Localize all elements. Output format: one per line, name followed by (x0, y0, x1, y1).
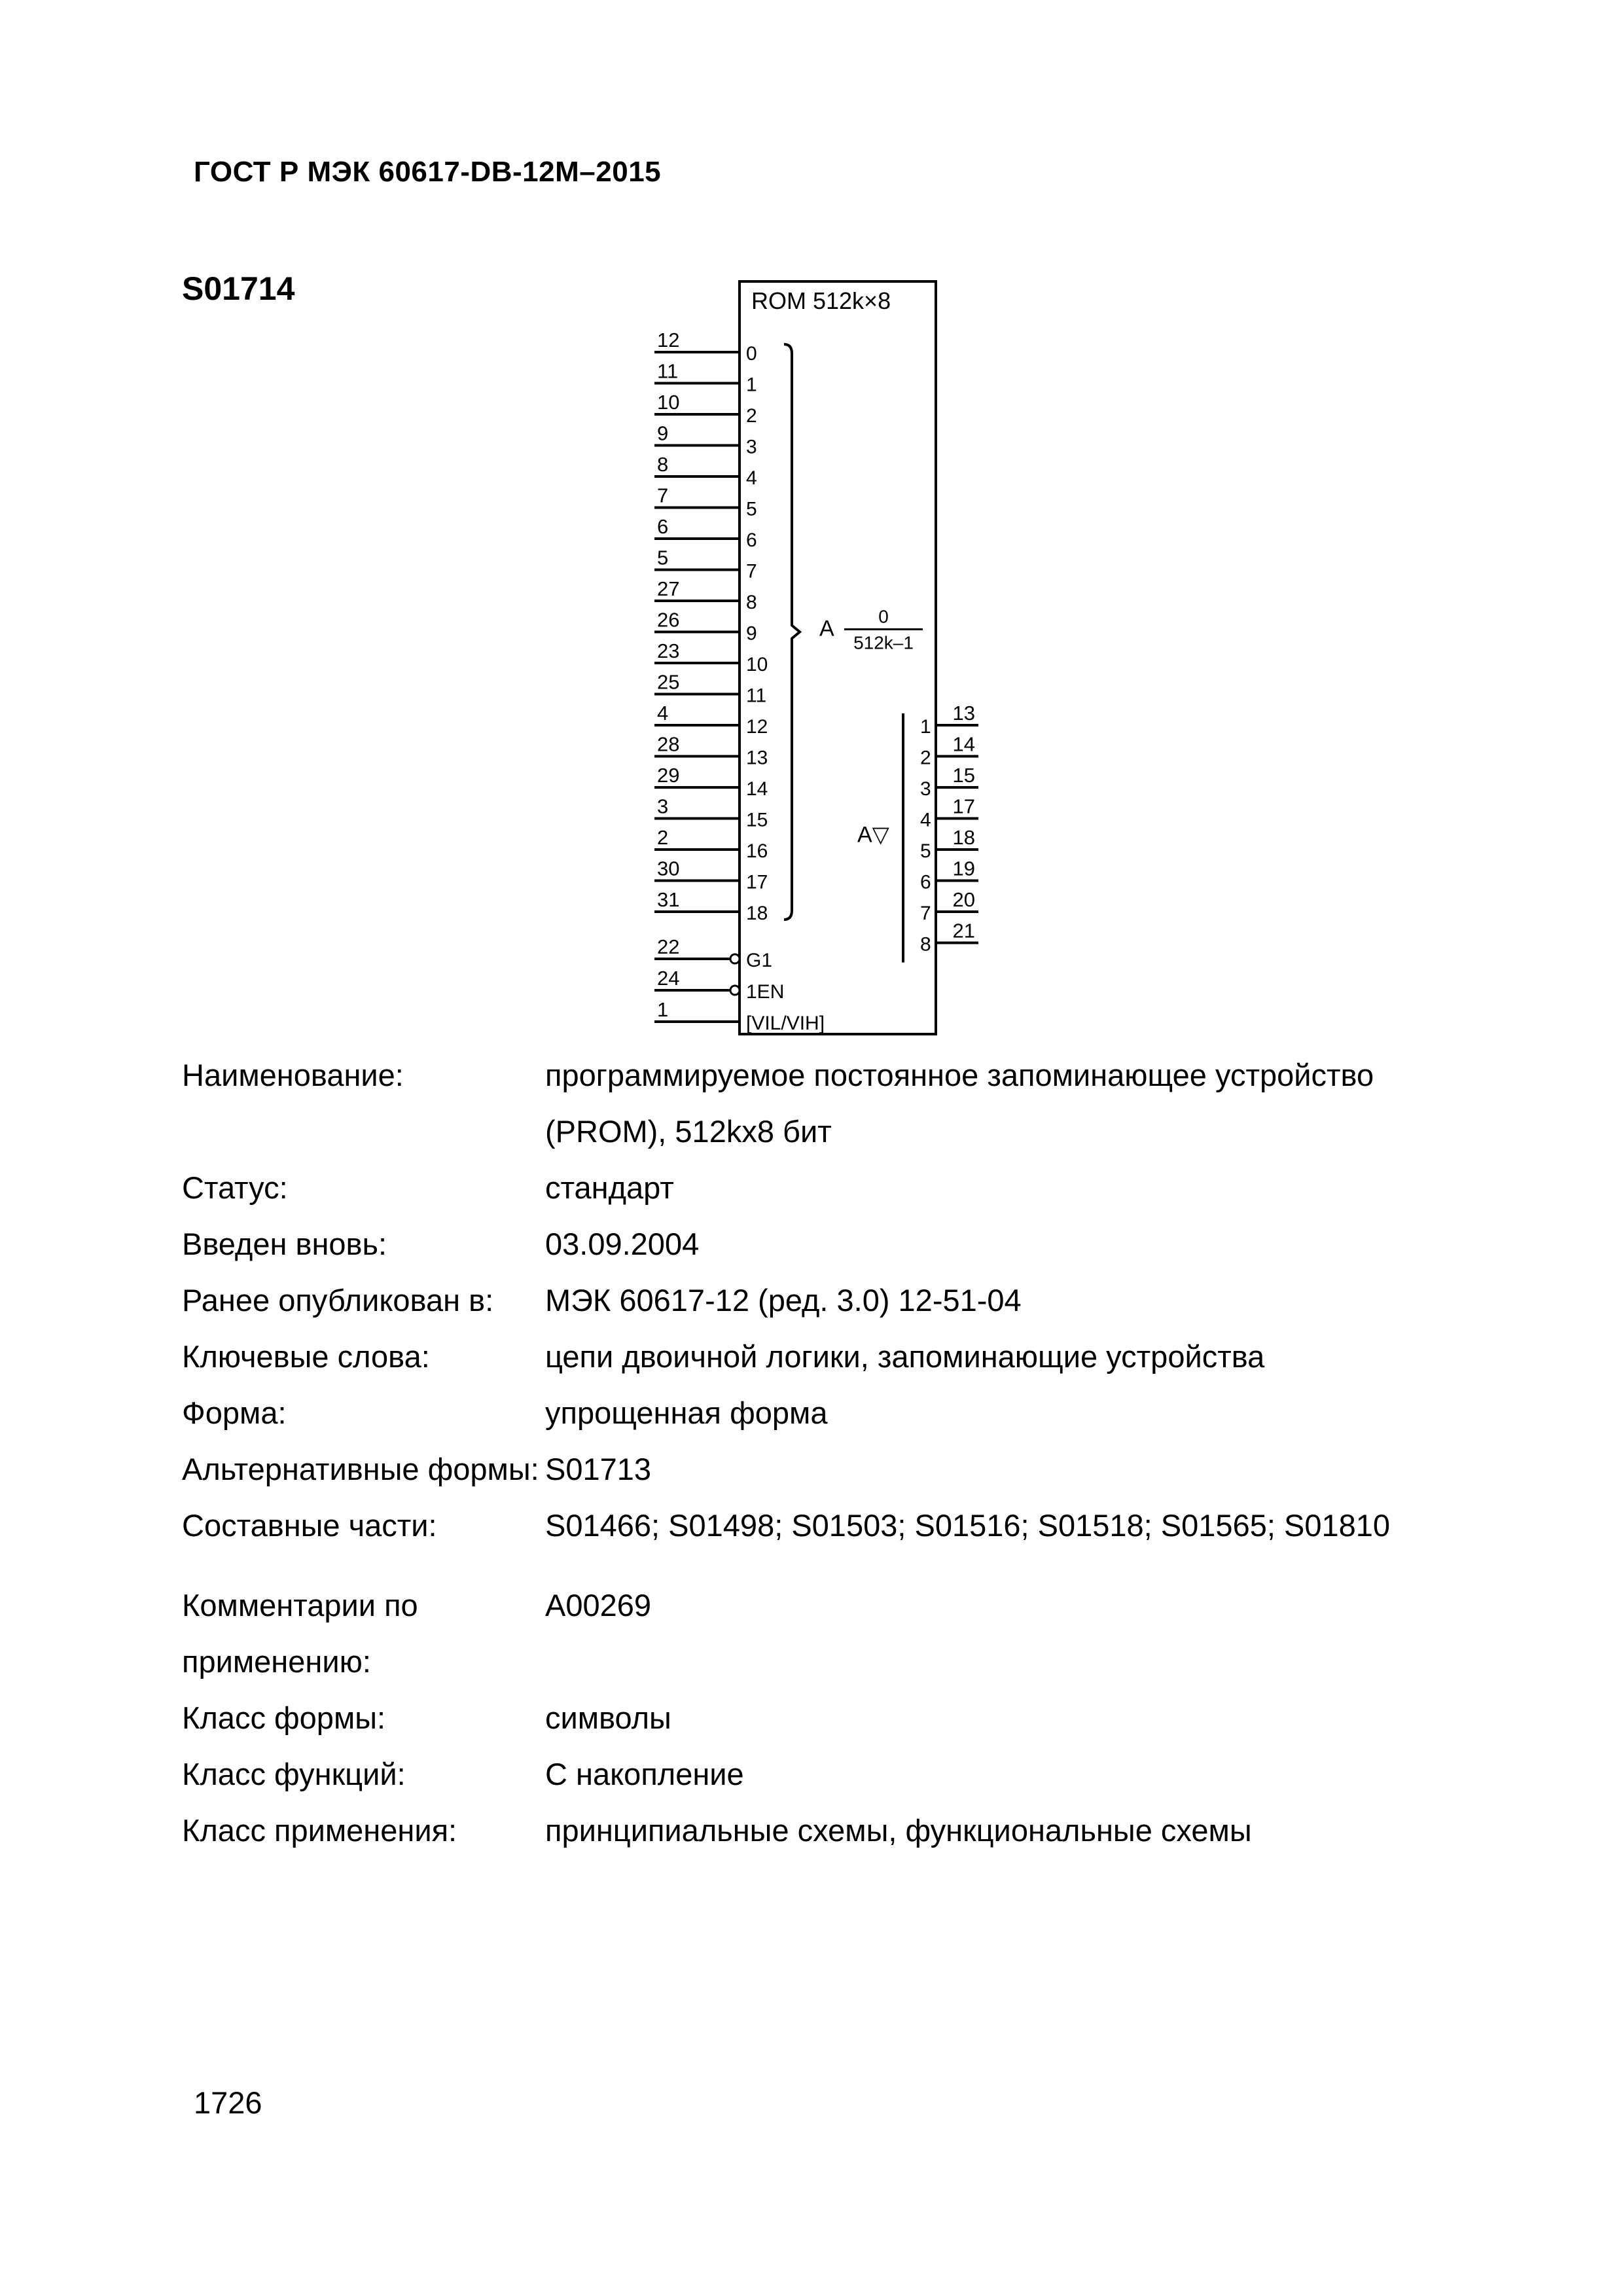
rom-symbol-diagram (628, 262, 995, 1073)
output-bit-index: 8 (920, 933, 931, 956)
rom-block-outline (740, 281, 936, 1034)
control-input-label: [VIL/VIH] (746, 1013, 825, 1034)
control-pin-number: 24 (657, 967, 680, 990)
address-pin-number: 31 (657, 888, 680, 911)
property-row (182, 1441, 1491, 1498)
address-bit-index: 7 (746, 560, 757, 583)
address-bit-index: 12 (746, 716, 768, 738)
output-bit-index: 5 (920, 840, 931, 862)
address-bit-index: 11 (746, 685, 767, 707)
property-label: Статус: (182, 1170, 288, 1205)
symbol-id: S01714 (182, 270, 295, 307)
property-label: Класс применения: (182, 1813, 457, 1848)
address-bit-index: 17 (746, 871, 768, 893)
property-row (182, 1746, 1491, 1803)
property-label: Введен вновь: (182, 1227, 387, 1261)
property-row (182, 1498, 1491, 1554)
control-pin-number: 22 (657, 935, 680, 958)
address-range-top: 0 (878, 606, 889, 627)
address-bit-index: 5 (746, 498, 757, 520)
address-pin-number: 7 (657, 484, 669, 507)
address-pin-number: 4 (657, 702, 669, 725)
page-number: 1726 (194, 2085, 262, 2120)
property-value: символы (545, 1700, 671, 1735)
address-pin-number: 3 (657, 795, 669, 818)
property-row (182, 1047, 1491, 1160)
property-label: Наименование: (182, 1058, 404, 1092)
output-bit-index: 6 (920, 871, 931, 893)
output-pin-number: 21 (952, 919, 975, 942)
property-label: Комментарии по применению: (182, 1588, 418, 1679)
control-input-label: G1 (746, 950, 773, 971)
rom-block-title: ROM 512k×8 (751, 287, 891, 314)
address-bit-index: 16 (746, 840, 768, 862)
address-bit-index: 2 (746, 405, 757, 427)
address-bit-index: 6 (746, 529, 757, 551)
output-bit-index: 1 (920, 716, 931, 738)
control-input-label: 1EN (746, 981, 785, 1003)
properties-table (182, 1047, 1491, 1859)
property-value: упрощенная форма (545, 1395, 828, 1430)
output-bit-index: 3 (920, 778, 931, 800)
address-bit-index: 13 (746, 747, 768, 769)
address-pin-number: 25 (657, 670, 680, 694)
property-value: МЭК 60617-12 (ред. 3.0) 12-51-04 (545, 1283, 1022, 1318)
property-value: 03.09.2004 (545, 1227, 700, 1261)
property-row (182, 1690, 1491, 1746)
output-pin-number: 17 (952, 795, 975, 818)
output-pin-number: 19 (952, 857, 975, 880)
property-value: S01466; S01498; S01503; S01516; S01518; S01565; S01810 (545, 1508, 1391, 1543)
address-bit-index: 0 (746, 343, 757, 365)
property-row (182, 1272, 1491, 1329)
property-label: Ранее опубликован в: (182, 1283, 494, 1318)
address-bit-index: 4 (746, 467, 757, 489)
output-pin-number: 18 (952, 826, 975, 849)
output-label: A▽ (857, 822, 889, 848)
address-bit-index: 8 (746, 592, 757, 613)
address-pin-number: 9 (657, 422, 669, 445)
property-value: принципиальные схемы, функциональные схемы (545, 1813, 1252, 1848)
address-bit-index: 18 (746, 903, 768, 924)
property-value: S01713 (545, 1452, 652, 1486)
address-pin-number: 12 (657, 329, 680, 351)
address-bit-index: 14 (746, 778, 768, 800)
address-bit-index: 3 (746, 436, 757, 458)
property-value: программируемое постоянное запоминающее устройство (PROM), 512kx8 бит (545, 1058, 1374, 1149)
property-label: Форма: (182, 1395, 287, 1430)
property-label: Класс формы: (182, 1700, 386, 1735)
address-pin-number: 11 (657, 359, 679, 383)
address-pin-number: 28 (657, 732, 680, 756)
property-row (182, 1216, 1491, 1272)
property-label: Ключевые слова: (182, 1339, 430, 1374)
property-label: Альтернативные формы: (182, 1452, 539, 1486)
output-pin-number: 14 (952, 732, 975, 756)
negation-circle (730, 986, 740, 995)
property-label: Составные части: (182, 1508, 437, 1543)
property-value: С накопление (545, 1757, 744, 1791)
address-bit-index: 1 (746, 374, 757, 396)
property-row (182, 1385, 1491, 1441)
property-value: цепи двоичной логики, запоминающие устройства (545, 1339, 1265, 1374)
address-group-brace (784, 344, 800, 920)
address-bit-index: 10 (746, 654, 768, 675)
output-bit-index: 2 (920, 747, 931, 769)
address-pin-number: 2 (657, 826, 669, 849)
property-row (182, 1329, 1491, 1385)
rom-symbol-svg (628, 262, 995, 1073)
address-pin-number: 10 (657, 391, 680, 414)
address-pin-number: 8 (657, 453, 669, 476)
control-pin-number: 1 (657, 998, 669, 1021)
property-row (182, 1803, 1491, 1859)
address-label: A (819, 616, 834, 641)
property-row (182, 1577, 1491, 1690)
output-pin-number: 13 (952, 702, 975, 725)
address-pin-number: 29 (657, 764, 680, 787)
address-pin-number: 26 (657, 608, 680, 632)
property-value: A00269 (545, 1588, 652, 1623)
address-pin-number: 5 (657, 546, 669, 569)
address-pin-number: 27 (657, 577, 680, 600)
negation-circle (730, 954, 740, 963)
address-bit-index: 9 (746, 622, 757, 645)
property-label: Класс функций: (182, 1757, 406, 1791)
output-pin-number: 20 (952, 888, 975, 911)
property-value: стандарт (545, 1170, 674, 1205)
address-bit-index: 15 (746, 809, 768, 831)
property-row (182, 1160, 1491, 1216)
address-pin-number: 6 (657, 515, 669, 538)
address-pin-number: 30 (657, 857, 680, 880)
document-header-title: ГОСТ Р МЭК 60617-DB-12M–2015 (194, 156, 662, 188)
output-bit-index: 4 (920, 809, 931, 831)
output-pin-number: 15 (952, 764, 975, 787)
output-bit-index: 7 (920, 903, 931, 924)
address-range-bottom: 512k–1 (853, 632, 914, 653)
address-pin-number: 23 (657, 639, 680, 662)
